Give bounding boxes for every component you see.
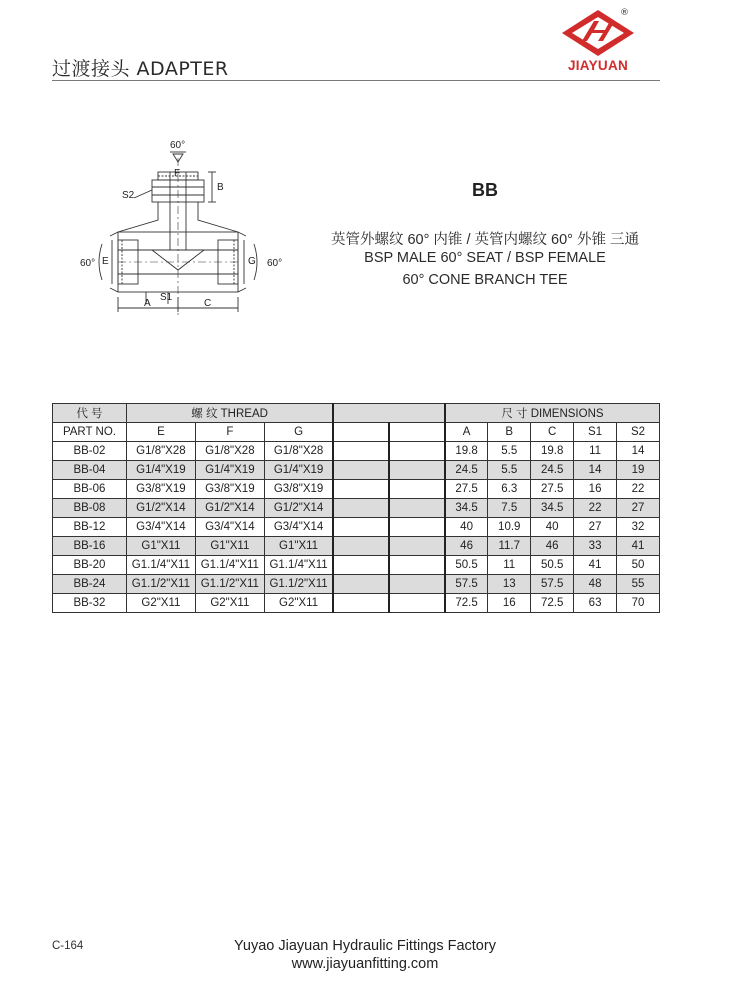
table-cell-blank [389,480,445,499]
table-cell-blank [389,575,445,594]
table-cell: BB-04 [53,461,127,480]
table-cell-blank [333,575,389,594]
table-cell: G1"X11 [126,537,195,556]
table-row [53,556,660,575]
col-s1: S1 [574,423,617,442]
tee-technical-drawing [72,132,302,322]
table-cell: G1/4"X19 [195,461,264,480]
table-cell: G1.1/2"X11 [264,575,333,594]
table-cell-blank [389,461,445,480]
col-b: B [488,423,531,442]
product-code: BB [472,180,498,200]
right-angle-label: 60° [267,258,283,269]
table-cell-blank [389,537,445,556]
table-cell: 40 [445,518,488,537]
table-cell: 72.5 [445,594,488,613]
product-desc-cn: 英管外螺纹 60° 内锥 / 英管内螺纹 60° 外锥 三通 [330,232,640,248]
tee-drawing-icon [72,132,302,322]
table-cell: BB-08 [53,499,127,518]
table-row [53,575,660,594]
table-row [53,442,660,461]
table-cell: 34.5 [531,499,574,518]
table-cell: 16 [574,480,617,499]
table-cell: BB-16 [53,537,127,556]
header-dimensions: 尺 寸 DIMENSIONS [445,404,660,423]
label-a: A [144,298,151,309]
table-cell: G1.1/4"X11 [264,556,333,575]
table-cell: G1/4"X19 [264,461,333,480]
table-cell: 57.5 [531,575,574,594]
table-header-col-row [53,423,660,442]
table-cell: 16 [488,594,531,613]
col-blank-1 [333,423,389,442]
table-cell-blank [333,537,389,556]
table-cell: 11 [488,556,531,575]
table-cell: 41 [617,537,660,556]
footer-company: Yuyao Jiayuan Hydraulic Fittings Factory [234,938,496,954]
table-cell: G1"X11 [264,537,333,556]
table-cell-blank [389,442,445,461]
table-cell: BB-20 [53,556,127,575]
label-g: G [248,256,256,267]
table-cell: 11 [574,442,617,461]
table-cell: 6.3 [488,480,531,499]
table-cell: 40 [531,518,574,537]
table-cell: G1.1/2"X11 [126,575,195,594]
spec-table [52,403,660,613]
table-cell: 50 [617,556,660,575]
page-title: 过渡接头 ADAPTER [52,58,229,80]
table-cell: 50.5 [531,556,574,575]
table-cell: 24.5 [445,461,488,480]
table-cell: 24.5 [531,461,574,480]
top-angle-label: 60° [170,140,186,151]
table-cell-blank [333,594,389,613]
col-blank-2 [389,423,445,442]
table-cell-blank [333,518,389,537]
table-cell: 27 [574,518,617,537]
table-cell: 22 [617,480,660,499]
left-angle-label: 60° [80,258,96,269]
table-cell: G1/2"X14 [195,499,264,518]
table-cell: 72.5 [531,594,574,613]
table-cell: 27 [617,499,660,518]
header-blank [333,404,445,423]
table-cell: 32 [617,518,660,537]
table-cell: G2"X11 [195,594,264,613]
header-code: 代 号 [53,404,127,423]
table-cell: 27.5 [445,480,488,499]
table-cell: 46 [531,537,574,556]
table-cell: 5.5 [488,461,531,480]
table-cell: 14 [617,442,660,461]
table-cell-blank [333,480,389,499]
label-s2: S2 [122,190,135,201]
col-a: A [445,423,488,442]
page-number: C-164 [52,940,84,952]
table-cell: 11.7 [488,537,531,556]
table-cell: G1.1/4"X11 [195,556,264,575]
col-e: E [126,423,195,442]
table-cell: G1/8"X28 [126,442,195,461]
table-cell: G1/2"X14 [264,499,333,518]
header-thread: 螺 纹 THREAD [126,404,333,423]
table-cell: 41 [574,556,617,575]
table-cell-blank [333,499,389,518]
table-cell: G3/8"X19 [264,480,333,499]
table-cell: BB-24 [53,575,127,594]
table-cell: G3/8"X19 [195,480,264,499]
col-c: C [531,423,574,442]
col-g: G [264,423,333,442]
table-cell: 48 [574,575,617,594]
product-desc-en-line2: 60° CONE BRANCH TEE [402,272,568,288]
product-desc-en-line1: BSP MALE 60° SEAT / BSP FEMALE [364,250,606,266]
table-header-group-row [53,404,660,423]
table-cell: G3/4"X14 [195,518,264,537]
table-cell: G1/8"X28 [264,442,333,461]
table-cell: 19.8 [531,442,574,461]
table-cell: G1.1/4"X11 [126,556,195,575]
brand-logo [558,8,638,76]
table-row [53,537,660,556]
table-cell: 55 [617,575,660,594]
table-cell-blank [389,499,445,518]
footer-website: www.jiayuanfitting.com [291,956,439,972]
table-cell: BB-32 [53,594,127,613]
label-c: C [204,298,212,309]
table-cell: 63 [574,594,617,613]
table-cell: G1"X11 [195,537,264,556]
table-cell: 70 [617,594,660,613]
label-s1: S1 [160,292,173,303]
table-cell: BB-02 [53,442,127,461]
table-cell-blank [389,518,445,537]
table-cell: 50.5 [445,556,488,575]
table-cell: 22 [574,499,617,518]
table-row [53,461,660,480]
table-cell: G2"X11 [126,594,195,613]
table-row [53,480,660,499]
table-cell: 10.9 [488,518,531,537]
label-b: B [217,182,224,193]
col-part-no: PART NO. [53,423,127,442]
table-cell: G3/4"X14 [264,518,333,537]
table-cell-blank [333,556,389,575]
table-cell: 27.5 [531,480,574,499]
table-cell: BB-12 [53,518,127,537]
brand-name: JIAYUAN [567,58,629,73]
table-cell: 7.5 [488,499,531,518]
table-cell: 13 [488,575,531,594]
table-cell: 5.5 [488,442,531,461]
table-cell: G2"X11 [264,594,333,613]
table-cell: G1.1/2"X11 [195,575,264,594]
table-cell: 34.5 [445,499,488,518]
table-cell: G3/8"X19 [126,480,195,499]
table-cell: G1/2"X14 [126,499,195,518]
table-cell: 46 [445,537,488,556]
label-f: F [174,168,181,179]
table-cell: 19.8 [445,442,488,461]
table-cell-blank [389,556,445,575]
table-cell: 33 [574,537,617,556]
table-row [53,594,660,613]
table-cell: 19 [617,461,660,480]
table-cell-blank [389,594,445,613]
registered-mark: ® [620,8,629,18]
table-cell: G1/4"X19 [126,461,195,480]
table-cell: G3/4"X14 [126,518,195,537]
table-row [53,518,660,537]
col-f: F [195,423,264,442]
table-cell: G1/8"X28 [195,442,264,461]
table-row [53,499,660,518]
table-cell: BB-06 [53,480,127,499]
table-cell-blank [333,461,389,480]
table-cell: 14 [574,461,617,480]
col-s2: S2 [617,423,660,442]
label-e: E [102,256,109,267]
header-divider [52,80,660,81]
table-cell-blank [333,442,389,461]
table-cell: 57.5 [445,575,488,594]
